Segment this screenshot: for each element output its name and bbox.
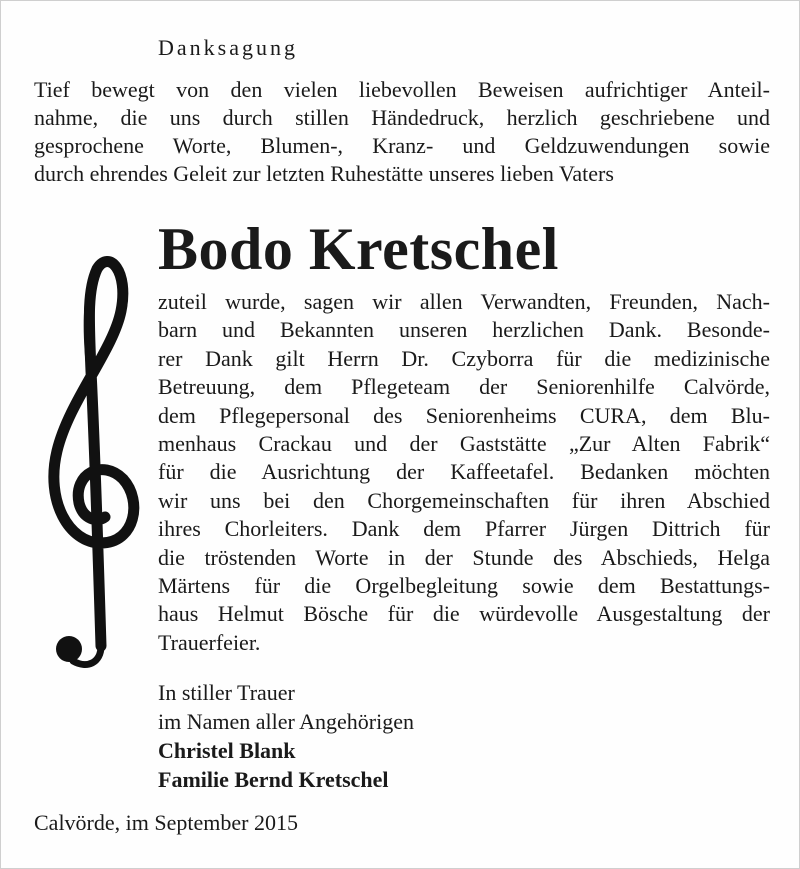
body-line: Märtens für die Orgelbegleitung sowie dem Bestattungs-: [158, 573, 770, 599]
intro-paragraph: [34, 76, 770, 188]
body-line: Betreuung, dem Pflegeteam der Seniorenhilfe Calvörde,: [158, 374, 770, 400]
body-line: ihres Chorleiters. Dank dem Pfarrer Jürgen Dittrich für: [158, 516, 770, 542]
body-line: barn und Bekannten unseren herzlichen Dank. Besonde-: [158, 317, 770, 343]
body-line: haus Helmut Bösche für die würdevolle Ausgestaltung der: [158, 601, 770, 627]
intro-line: gesprochene Worte, Blumen-, Kranz- und Geldzuwendungen sowie: [34, 133, 770, 158]
intro-line: nahme, die uns durch stillen Händedruck, herzlich geschriebene und: [34, 105, 770, 130]
body-line: dem Pflegepersonal des Seniorenheims CURA, dem Blu-: [158, 402, 770, 428]
intro-line: durch ehrendes Geleit zur letzten Ruhestätte unseres lieben Vaters: [34, 161, 614, 186]
deceased-name: Bodo Kretschel: [158, 216, 559, 282]
treble-clef-icon: [39, 251, 149, 671]
place-date: Calvörde, im September 2015: [34, 810, 298, 835]
closing-block: [158, 678, 414, 794]
body-line: zuteil wurde, sagen wir allen Verwandten, Freunden, Nach-: [158, 289, 770, 314]
closing-line: In stiller Trauer: [158, 680, 295, 705]
body-paragraph: [158, 288, 770, 657]
body-line: wir uns bei den Chorgemeinschaften für ihren Abschied: [158, 487, 770, 513]
body-line: für die Ausrichtung der Kaffeetafel. Bedanken möchten: [158, 459, 770, 485]
closing-line: im Namen aller Angehörigen: [158, 709, 414, 734]
body-line: die tröstenden Worte in der Stunde des Abschieds, Helga: [158, 544, 770, 570]
signer-name: Familie Bernd Kretschel: [158, 767, 389, 792]
signer-name: Christel Blank: [158, 738, 296, 763]
body-line: Trauerfeier.: [158, 629, 261, 655]
body-line: rer Dank gilt Herrn Dr. Czyborra für die medizinische: [158, 345, 770, 371]
notice-heading: Danksagung: [158, 35, 298, 60]
intro-line: Tief bewegt von den vielen liebevollen Beweisen aufrichtiger Anteil-: [34, 77, 770, 102]
body-line: menhaus Crackau und der Gaststätte „Zur Alten Fabrik“: [158, 431, 770, 457]
